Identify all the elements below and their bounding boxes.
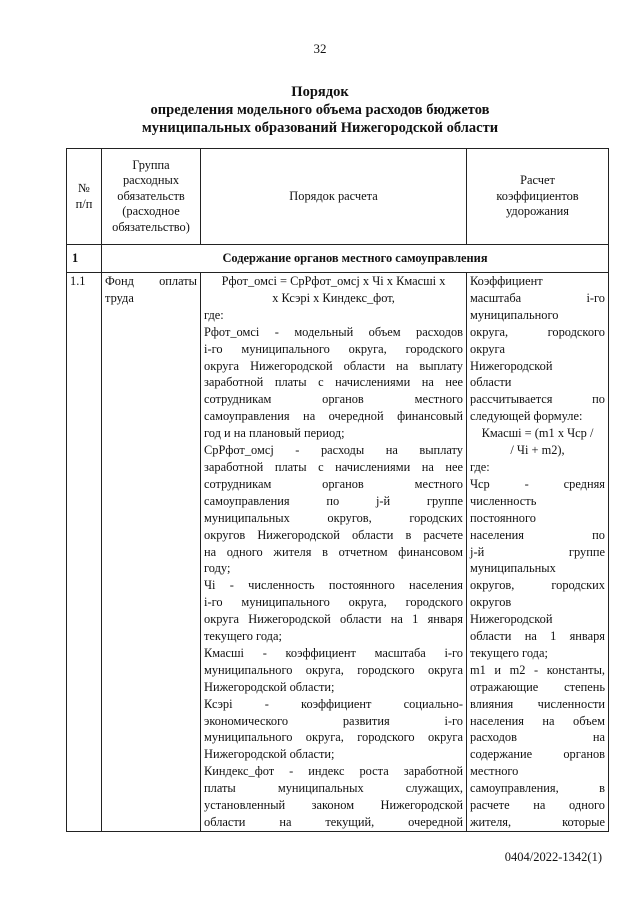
text-line: экономического развития i-го xyxy=(204,713,463,728)
row-coef-text xyxy=(467,273,609,832)
text-line: муниципальных xyxy=(470,561,556,576)
header-group-line: (расходное xyxy=(122,204,180,219)
text-line: муниципального xyxy=(470,307,559,322)
text-line: области на текущий, очередной xyxy=(204,815,463,829)
text-line: заработной платы с начислениями на нее xyxy=(204,375,463,390)
text-line: постоянного xyxy=(470,510,536,525)
text-line: Киндекс_фот - индекс роста заработной xyxy=(204,764,463,779)
text-line: самоуправления по j-й группе xyxy=(204,493,463,508)
section-row xyxy=(67,245,609,273)
text-line: Кмасшi - коэффициент масштаба i-го xyxy=(204,645,463,660)
text-line: самоуправления, в xyxy=(470,781,605,796)
text-line: масштаба i-го xyxy=(470,290,605,305)
text-line: Чi - численность постоянного населения xyxy=(204,578,463,593)
calculation-table xyxy=(66,148,609,832)
text-line: расходов на xyxy=(470,730,605,745)
title-line-3: муниципальных образований Нижегородской области xyxy=(141,120,499,136)
text-line: труда xyxy=(105,290,134,305)
title-line-2: определения модельного объема расходов бюджетов xyxy=(150,102,490,118)
text-line: численность xyxy=(470,493,537,508)
text-line: области xyxy=(470,375,512,390)
text-line: году; xyxy=(204,561,231,576)
text-line: i-го муниципального округа, городского xyxy=(204,595,463,610)
table-row xyxy=(67,273,609,832)
text-line: Нижегородской области; xyxy=(204,747,335,762)
header-coef-line: коэффициентов xyxy=(496,188,579,203)
text-line: текущего года; xyxy=(204,629,282,644)
text-line: округа Нижегородской области на 1 января xyxy=(204,612,463,627)
text-line: местного xyxy=(470,764,519,779)
text-line: / Чi + m2), xyxy=(510,443,565,458)
title-line-1: Порядок xyxy=(291,84,349,100)
row-order-text xyxy=(201,273,467,832)
text-line: m1 и m2 - константы, xyxy=(470,662,605,677)
text-line: Рфот_омсi = СрРфот_омсj х Чi х Кмасшi х xyxy=(221,274,446,288)
text-line: рассчитывается по xyxy=(470,392,605,407)
text-line: влияния численности xyxy=(470,696,605,711)
header-group-line: обязательство) xyxy=(112,219,190,234)
text-line: населения по xyxy=(470,527,605,542)
text-line: Рфот_омсi - модельный объем расходов xyxy=(204,324,463,339)
header-coef xyxy=(467,149,609,245)
header-group-line: расходных xyxy=(122,173,180,188)
text-line: муниципальных округов, городских xyxy=(204,510,463,525)
text-line: Ксэрi - коэффициент социально- xyxy=(204,696,463,711)
text-line: округов, городских xyxy=(470,578,605,593)
text-line: округов xyxy=(470,595,512,610)
text-line: сотрудникам органов местного xyxy=(204,476,463,491)
header-order: Порядок расчета xyxy=(201,149,467,245)
text-line: муниципального округа, городского округа xyxy=(204,730,463,745)
text-line: сотрудникам органов местного xyxy=(204,392,463,407)
text-line: округа xyxy=(470,341,506,356)
text-line: следующей формуле: xyxy=(470,409,583,424)
document-title xyxy=(0,83,640,137)
text-line: год и на плановый период; xyxy=(204,426,345,441)
row-number: 1.1 xyxy=(67,273,102,832)
text-line: муниципального округа, городского округа xyxy=(204,662,463,677)
text-line: Фонд оплаты xyxy=(105,274,197,288)
text-line: на одного жителя в отчетном финансовом xyxy=(204,544,463,559)
text-line: где: xyxy=(204,307,224,322)
header-num-line: п/п xyxy=(75,196,93,211)
text-line: текущего года; xyxy=(470,645,548,660)
text-line: округов Нижегородской области в расчете xyxy=(204,527,463,542)
text-line: округа, городского xyxy=(470,324,605,339)
text-line: заработной платы с начислениями на нее xyxy=(204,459,463,474)
header-coef-line: удорожания xyxy=(505,204,570,219)
text-line: Нижегородской xyxy=(470,358,553,373)
row-group xyxy=(102,273,201,832)
header-num xyxy=(67,149,102,245)
header-group-line: Группа xyxy=(132,157,170,172)
text-line: жителя, которые xyxy=(470,815,605,829)
text-line: округа Нижегородской области на выплату xyxy=(204,358,463,373)
text-line: населения на объем xyxy=(470,713,605,728)
text-line: где: xyxy=(470,459,490,474)
document-code: 0404/2022-1342(1) xyxy=(504,850,602,864)
text-line: j-й группе xyxy=(470,544,605,559)
section-title: Содержание органов местного самоуправления xyxy=(102,245,609,273)
page-number: 32 xyxy=(313,41,327,56)
section-number: 1 xyxy=(67,245,102,273)
header-group xyxy=(102,149,201,245)
text-line: Нижегородской xyxy=(470,612,553,627)
table-header-row xyxy=(67,149,609,245)
text-line: х Ксэрi х Киндекс_фот, xyxy=(272,290,395,305)
header-coef-line: Расчет xyxy=(520,173,555,188)
text-line: содержание органов xyxy=(470,747,605,762)
text-line: расчете на одного xyxy=(470,798,605,813)
text-line: самоуправления на очередной финансовый xyxy=(204,409,463,424)
text-line: области на 1 января xyxy=(470,629,605,644)
text-line: СрРфот_омсj - расходы на выплату xyxy=(204,443,463,458)
text-line: Чср - средняя xyxy=(470,476,605,491)
text-line: отражающие степень xyxy=(470,679,605,694)
text-line: i-го муниципального округа, городского xyxy=(204,341,463,356)
text-line: установленный законом Нижегородской xyxy=(204,798,463,813)
text-line: Коэффициент xyxy=(470,274,543,288)
header-num-line: № xyxy=(78,181,90,195)
text-line: Кмасшi = (m1 х Чср / xyxy=(481,426,594,441)
text-line: Нижегородской области; xyxy=(204,679,335,694)
text-line: платы муниципальных служащих, xyxy=(204,781,463,796)
header-group-line: обязательств xyxy=(117,188,185,203)
